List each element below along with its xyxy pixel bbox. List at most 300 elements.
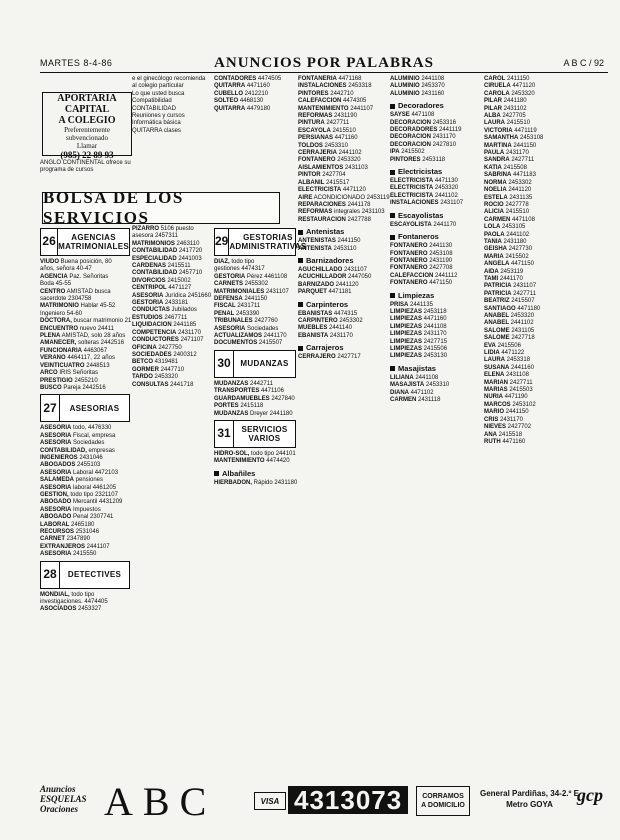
listing-item: GUARDAMUEBLES 2427840 <box>214 395 295 402</box>
listing-item: CARNET 2347890 <box>40 536 91 543</box>
listing-item: CARMEN 4471108 <box>484 216 535 223</box>
listing-item: REFORMAS integrales 2431103 <box>298 209 385 216</box>
listing-item: MONDIAL, todo tipo <box>40 591 95 598</box>
listing-item: LIMPIEZAS 2415506 <box>390 345 448 352</box>
listing-item: AGUCHILLADO 2431107 <box>298 266 367 273</box>
listing-item: AIRE ACONDICIONADO 2453119 <box>298 194 390 201</box>
listing-item: DEFENSA 2441150 <box>214 296 268 303</box>
category-albaniles <box>214 469 296 479</box>
listing-item: MARIAS 2415503 <box>484 387 533 394</box>
box-ad-line: A COLEGIO <box>58 115 116 126</box>
list <box>40 592 130 614</box>
category-label: Barnizadores <box>306 255 354 265</box>
listing-item: ANTENISTA 2453110 <box>298 245 357 252</box>
listing-item: AIDA 2453119 <box>484 268 524 275</box>
footer-pedido-line: A DOMICILIO <box>421 802 465 809</box>
listing-item: LIMPIEZAS 2427715 <box>390 338 448 345</box>
listing-item: PARQUET 4471181 <box>298 289 352 296</box>
listing-item: LOLA 2453105 <box>484 224 526 231</box>
listing-item: Ingeniero 54-60 <box>40 310 83 317</box>
listing-item: SANDRA 2427711 <box>484 157 535 164</box>
listing-item: EVA 2415506 <box>484 342 521 349</box>
column-2 <box>132 226 212 778</box>
listing-item: PINTOR 2427704 <box>298 172 346 179</box>
listing-item: GEISHA 2427730 <box>484 246 533 253</box>
listing-item: TARDO 2453320 <box>132 374 178 381</box>
listing-item: RUTH 4471160 <box>484 438 526 445</box>
listing-item: SALOME 2431105 <box>484 327 535 334</box>
listing-item: LIMPIEZAS 2431170 <box>390 331 447 338</box>
category-label: Antenistas <box>306 227 345 237</box>
section-label: AGENCIAS MATRIMONIALES <box>58 233 129 251</box>
listing-item: SAMANTHA 2453108 <box>484 135 544 142</box>
box-ad-line: Preferentemente <box>64 126 110 134</box>
category-barnizadores <box>298 256 386 266</box>
listing-item: LIDIA 4471122 <box>484 350 525 357</box>
section-number: 28 <box>41 562 60 588</box>
listing-item: ESCAYOLA 2415510 <box>298 127 356 134</box>
bullet-square-icon <box>390 104 395 109</box>
listing-item: MUEBLES 2441140 <box>298 325 352 332</box>
footer-address-line: General Pardiñas, 34-2.º E <box>480 789 579 798</box>
listing-item: MANTENIMIENTO 4474420 <box>214 458 290 465</box>
listing-item: FUNCIONARIA 4463067 <box>40 347 108 354</box>
visa-badge: VISA <box>254 792 286 810</box>
listing-item: ELECTRICISTA 2441102 <box>390 192 458 199</box>
section-number: 26 <box>41 229 58 255</box>
listing-item: ANGELA 4471150 <box>484 261 534 268</box>
listing-item: PRESTIGIO 2455210 <box>40 377 98 384</box>
header-date: MARTES 8-4-86 <box>40 58 113 68</box>
listing-item: BEATRIZ 2415507 <box>484 298 535 305</box>
list <box>390 375 480 405</box>
listing-item: DECORADORES 2441119 <box>390 127 462 134</box>
listing-item: ASESORIA Sociedades <box>214 325 279 332</box>
listing-item: LIMPIEZAS 4471160 <box>390 316 447 323</box>
listing-item: MATRIMONIO Hablar 45-52 <box>40 303 116 310</box>
list <box>298 267 386 297</box>
bullet-square-icon <box>390 235 395 240</box>
section-label: GESTORIAS ADMINISTRATIVAS <box>229 233 307 251</box>
category-carrajeros <box>298 343 386 353</box>
footer-metro: Metro GOYA <box>506 800 553 809</box>
listing-item: MUDANZAS 2442711 <box>214 380 273 387</box>
column-4 <box>298 76 390 778</box>
listing-item: CALEFACCION 4474305 <box>298 98 367 105</box>
listing-item: CARDENAS 2415511 <box>132 263 191 270</box>
listing-item: ALBA 2427705 <box>484 113 526 120</box>
bullet-square-icon <box>390 366 395 371</box>
listing-item: FONTANERO 2427708 <box>390 265 453 272</box>
listing-item: CIRUELA 4471120 <box>484 83 536 90</box>
listing-item: ASESORIA Impuestos <box>40 506 101 513</box>
listing-item: PATRICIA 2431107 <box>484 283 537 290</box>
listing-item: PATRICIA 2427711 <box>484 290 537 297</box>
listing-item: ELECTRICISTA 2453320 <box>390 185 459 192</box>
listing-item: AGENCIA Paz. Señoritas <box>40 273 109 280</box>
listing-item: MARIO 2441150 <box>484 409 529 416</box>
bullet-square-icon <box>390 213 395 218</box>
listing-item: MATRIMONIOS 2463110 <box>132 240 200 247</box>
listing-item: PERSIANAS 4471160 <box>298 135 358 142</box>
listing-item: PINTURA 2427711 <box>298 120 350 127</box>
listing-item: ELECTRICISTA 4471130 <box>390 178 458 185</box>
listing-item: PAOLA 2441102 <box>484 231 530 238</box>
listing-item: EXTRANJEROS 2441107 <box>40 543 110 550</box>
listing-item: CENTRO AMISTAD busca <box>40 288 111 295</box>
listing-item: CARNETS 2455302 <box>214 281 269 288</box>
listing-item: ARCO IRIS Señoritas <box>40 370 99 377</box>
column-6 <box>484 76 608 778</box>
listing-item: CONDUCTORES 2471107 <box>132 337 204 344</box>
listing-item: ALUMINIO 2431160 <box>390 90 445 97</box>
listing-item: NORMA 2453302 <box>484 179 532 186</box>
listing-item: ASESORIA Laboral 4472103 <box>40 469 119 476</box>
list <box>390 243 480 287</box>
footer-left-line: ESQUELAS <box>40 794 87 804</box>
section-27 <box>40 394 130 422</box>
listing-item: HIDRO-SOL, todo tipo 244101 <box>214 450 296 457</box>
column-3 <box>214 226 307 778</box>
listing-item: SOLTEO 4468130 <box>214 98 264 105</box>
listing-item: ENCUENTRO nuevo 24411 <box>40 325 114 332</box>
box-ad-line: APORTARIA <box>57 93 117 104</box>
listing-item: ACUCHILLADOR 2447050 <box>298 274 372 281</box>
bullet-square-icon <box>298 302 303 307</box>
listing-item: FONTANERO 2453108 <box>390 250 453 257</box>
listing-item: TOLDOS 2453310 <box>298 142 348 149</box>
listing-item: DECORACION 2431170 <box>390 134 456 141</box>
bullet-square-icon <box>298 346 303 351</box>
listing-item: CONTABILIDAD 2417720 <box>132 248 203 255</box>
section-number: 27 <box>41 395 60 421</box>
listing-item: VICTORIA 4471119 <box>484 127 537 134</box>
list <box>40 259 130 392</box>
listing-item: SOCIEDADES 2400312 <box>132 351 197 358</box>
listing-item: MARTINA 2441150 <box>484 142 537 149</box>
footer-left-line: Anuncios <box>40 784 76 794</box>
list <box>298 354 386 361</box>
listing-item: MATRIMONIALES 2431107 <box>214 288 289 295</box>
listing-item: ALUMINIO 2453370 <box>390 83 445 90</box>
listing-item: ESCAYOLISTA 2441170 <box>390 221 457 228</box>
category-label: Decoradores <box>398 101 444 111</box>
listing-item: Boda 45-55 <box>40 281 72 288</box>
category-masajistas <box>390 364 480 374</box>
footer-left-text <box>40 784 87 814</box>
footer-domicilio-box <box>416 786 470 816</box>
listing-item: ASESORIA 2415550 <box>40 551 97 558</box>
listing-item: NIEVES 2427702 <box>484 424 532 431</box>
listing-item: INSTALACIONES 2453318 <box>298 83 372 90</box>
category-electricistas <box>390 167 480 177</box>
listing-item: FISCAL 2431711 <box>214 303 261 310</box>
column-2-top: e el ginecólogo recomienda al colegio particular Lo que usted busca Compatibilidad CONTABILIDAD Reuniones y cursos Informática básica QUITARRA clases <box>132 76 206 134</box>
listing-item: DECORACION 2427810 <box>390 141 457 148</box>
listing-item: DIAZ, todo tipo <box>214 259 255 265</box>
listing-item: INGENIEROS 2431046 <box>40 454 103 461</box>
section-31 <box>214 420 296 448</box>
listing-item: PIZARRO 5106 puesto <box>132 226 194 232</box>
footer-address <box>480 788 579 810</box>
listing-item: GESTORIA Pérez 4461108 <box>214 273 288 280</box>
bullet-square-icon <box>298 258 303 263</box>
category-limpiezas <box>390 291 480 301</box>
listing-item: DIVORCIOS 2415002 <box>132 277 191 284</box>
listing-item: ABOGADO Penal 2307741 <box>40 514 114 521</box>
listing-item: CERRAJERO 2427717 <box>298 354 361 361</box>
listing-item: VEINTICUATRO 2448513 <box>40 362 110 369</box>
listing-item: BARNIZADO 2441120 <box>298 281 359 288</box>
listing-item: ANABEL 2441102 <box>484 320 534 327</box>
listing-item: gestiones 4474317 <box>214 266 265 273</box>
list <box>390 76 480 98</box>
listing-item: BUSCO Pareja 2442516 <box>40 384 106 391</box>
listing-item: REFORMAS 2431190 <box>298 113 357 120</box>
listing-item: AMANECER, solteras 2442516 <box>40 340 125 347</box>
gcp-logo: gcp <box>577 784 603 805</box>
section-29 <box>214 228 307 256</box>
header-title: ANUNCIOS POR PALABRAS <box>214 55 434 71</box>
list <box>214 381 296 418</box>
column-3-top <box>214 76 294 188</box>
abc-logo: ABC <box>104 779 217 824</box>
list <box>390 112 480 164</box>
listing-item: MANTENIMIENTO 2441107 <box>298 105 374 112</box>
listing-item: QUITARRA 4479180 <box>214 105 271 112</box>
listing-item: RESTAURACION 2427788 <box>298 216 371 223</box>
listing-item: ALBANIL 2415517 <box>298 179 350 186</box>
listing-item: PAULA 2431170 <box>484 150 529 157</box>
category-decoradores <box>390 101 480 111</box>
colegio-box-ad <box>42 92 132 160</box>
list <box>214 259 296 348</box>
listing-item: ESTELA 2431135 <box>484 194 533 201</box>
anglo-ad: ANGLO CONTINENTAL ofrece su programa de cursos <box>40 160 131 174</box>
list <box>390 302 480 361</box>
listing-item: PORTES 2415118 <box>214 403 264 410</box>
listing-item: EBANISTA 2431170 <box>298 332 353 339</box>
list <box>214 76 294 113</box>
category-label: Electricistas <box>398 167 443 177</box>
listing-item: asesora 2457311 <box>132 233 178 240</box>
listing-item: PLENA AMISTAD, solo 28 años <box>40 333 126 340</box>
listing-item: MARIAN 2427711 <box>484 379 533 386</box>
listing-item: sacerdote 2304758 <box>40 296 92 303</box>
bullet-square-icon <box>390 170 395 175</box>
listing-item: SALAMEDA pensiones <box>40 477 104 484</box>
listing-item: CENTRIPOL 4471127 <box>132 285 192 292</box>
footer-left-line: Oraciones <box>40 804 78 814</box>
bullet-square-icon <box>298 230 303 235</box>
footer-pedido-line: CORRAMOS <box>422 793 464 800</box>
listing-item: TRIBUNALES 2427760 <box>214 318 278 325</box>
listing-item: VERANO 4464117, 22 años <box>40 355 115 362</box>
listing-item: MARCOS 2453102 <box>484 401 536 408</box>
category-label: Albañiles <box>222 468 256 478</box>
section-number: 29 <box>215 229 229 255</box>
listing-item: ALICIA 2415510 <box>484 209 530 216</box>
box-ad-line: CAPITAL <box>64 104 110 115</box>
listing-item: DOCTORA, buscar matrimonio 21 <box>40 318 132 325</box>
listing-item: ELECTRICISTA 4471120 <box>298 187 366 194</box>
listing-item: FONTANERO 4471150 <box>390 280 453 287</box>
box-ad-line: subvencionado <box>66 134 108 142</box>
category-fontaneros <box>390 232 480 242</box>
category-carpinteros <box>298 300 386 310</box>
listing-item: SANTIAGO 4471180 <box>484 305 541 312</box>
listing-item: LABORAL 2465180 <box>40 521 95 528</box>
listing-item: CONSULTAS 2441718 <box>132 381 194 388</box>
listing-item: LIMPIEZAS 2441108 <box>390 323 447 330</box>
section-26 <box>40 228 130 256</box>
listing-item: MARIA 2415502 <box>484 253 529 260</box>
listing-item: ELENA 2431108 <box>484 372 529 379</box>
listing-item: REPARACIONES 2441178 <box>298 201 371 208</box>
list <box>390 222 480 229</box>
listing-item: GESTORIA 2433181 <box>132 300 189 307</box>
listing-item: TAMI 2441170 <box>484 275 523 282</box>
listing-item: FONTANERO 2441130 <box>390 243 453 250</box>
list <box>298 238 386 253</box>
category-label: Fontaneros <box>398 232 439 242</box>
category-label: Carrajeros <box>306 343 344 353</box>
listing-item: SAYSE 4471108 <box>390 112 435 119</box>
section-number: 31 <box>215 421 234 447</box>
bullet-square-icon <box>214 471 219 476</box>
section-number: 30 <box>215 351 234 377</box>
listing-item: GORMER 2447710 <box>132 366 185 373</box>
listing-item: COMPETENCIA 2431170 <box>132 329 201 336</box>
section-28 <box>40 561 130 589</box>
listing-item: ASESORIA Sociedades <box>40 440 105 447</box>
listing-item: PRISA 2441135 <box>390 301 433 308</box>
list <box>484 76 608 446</box>
section-label: MUDANZAS <box>240 359 289 369</box>
box-ad-line: Llamar <box>76 142 98 150</box>
listing-item: IPA 2415502 <box>390 149 425 156</box>
listing-item: ASESORIA Fiscal, empresa <box>40 432 116 439</box>
listing-item: ASESORIA laboral 4461205 <box>40 484 117 491</box>
listing-item: MASAJISTA 2453310 <box>390 382 450 389</box>
list <box>132 226 212 389</box>
listing-item: DECORACION 2453316 <box>390 119 457 126</box>
listing-item: ESPECIALIDAD 2441003 <box>132 255 202 262</box>
listing-item: LILIANA 2441108 <box>390 374 439 381</box>
category-label: Masajistas <box>398 363 436 373</box>
listing-item: CONDUCTAS Jubilados <box>132 307 197 314</box>
listing-item: CERRAJERIA 2441102 <box>298 150 362 157</box>
section-30 <box>214 350 296 378</box>
list <box>40 425 130 558</box>
list <box>298 311 386 341</box>
listing-item: PILAR 2441180 <box>484 98 527 105</box>
listing-item: ALUMINIO 2441108 <box>390 76 445 82</box>
listing-item: QUITARRA 4471160 <box>214 83 270 90</box>
listing-item: ANTENISTAS 2441150 <box>298 238 361 245</box>
listing-item: PILAR 2431102 <box>484 105 527 112</box>
footer-ad <box>40 779 608 828</box>
listing-item: DIANA 4471102 <box>390 389 434 396</box>
section-label: ASESORIAS <box>69 403 120 413</box>
listing-item: VIUDO Buena posición, 80 <box>40 259 112 265</box>
listing-item: ROCIO 2427778 <box>484 201 529 208</box>
listing-item: LIQUIDACION 2441185 <box>132 322 197 329</box>
listing-item: PENAL 2453390 <box>214 310 260 317</box>
listing-item: LIMPIEZAS 2453130 <box>390 353 448 360</box>
box-ad-phone: (985) 22 89 93 <box>60 150 114 160</box>
listing-item: CARPINTERO 2453302 <box>298 317 363 324</box>
section-label: SERVICIOS VARIOS <box>241 424 288 443</box>
column-1 <box>40 226 130 778</box>
listing-item: LAURA 2453318 <box>484 357 531 364</box>
listing-item: LAURA 2415510 <box>484 120 531 127</box>
listing-item: ASESORIA Jurídica 2451660 <box>132 292 212 299</box>
header-page-number: A B C / 92 <box>563 58 604 68</box>
category-label: Escayolistas <box>398 210 444 220</box>
listing-item: CALEFACCION 2441112 <box>390 272 458 279</box>
listing-item: AISLAMIENTOS 2431103 <box>298 164 368 171</box>
listing-item: CUBELLO 2412210 <box>214 90 269 97</box>
listing-item: SUSANA 2441160 <box>484 364 534 371</box>
listing-item: FONTANERIA 4471168 <box>298 76 362 82</box>
listing-item: años, señora 40-47 <box>40 266 92 273</box>
listing-item: KATIA 2415508 <box>484 164 527 171</box>
listing-item: ANABEL 2453320 <box>484 313 535 319</box>
listing-item: ASESORIA todo, 4476330 <box>40 425 112 432</box>
list <box>214 480 296 487</box>
listing-item: CONTABILIDAD 2457710 <box>132 270 203 277</box>
listing-item: OFICINA 2427750 <box>132 344 182 351</box>
listing-item: ABOGADO Mercantil 4431209 <box>40 499 123 506</box>
listing-item: MUDANZAS Dreyer 2441180 <box>214 410 293 417</box>
listing-item: CONTABILIDAD, empresas <box>40 447 115 454</box>
listing-item: TANIA 2431180 <box>484 238 527 245</box>
listing-item: GESTION, todo tipo 2321107 <box>40 491 118 498</box>
listing-item: NURIA 4471190 <box>484 394 528 401</box>
listing-item: FONTANERO 2453320 <box>298 157 361 164</box>
listing-item: SALOME 2427718 <box>484 335 535 342</box>
listing-item: ANA 2415518 <box>484 431 523 438</box>
listing-item: investigaciones. 4474405 <box>40 599 108 606</box>
listing-item: CARMEN 2431118 <box>390 397 441 403</box>
listing-item: ASOCIADOS 2453327 <box>40 606 102 613</box>
listing-item: NOELIA 2441120 <box>484 187 532 194</box>
listing-item: ACTUALIZAMOS 2441170 <box>214 333 287 340</box>
listing-item: DOCUMENTOS 2415507 <box>214 340 283 347</box>
column-5 <box>390 76 480 778</box>
listing-item: INSTALACIONES 2431107 <box>390 200 464 207</box>
category-label: Limpiezas <box>398 290 435 300</box>
listing-item: EBANISTAS 4474315 <box>298 310 358 317</box>
listing-item: LIMPIEZAS 2453118 <box>390 308 447 315</box>
listing-item: PINTORES 2442710 <box>298 90 354 97</box>
list <box>214 451 296 466</box>
page-header <box>40 55 608 73</box>
listing-item: BETCO 4319481 <box>132 359 179 366</box>
list <box>390 178 480 208</box>
listing-item: CAROLA 2453320 <box>484 90 535 97</box>
footer-phone: 4313073 <box>288 786 408 814</box>
listing-item: ABOGADOS 2455103 <box>40 462 101 469</box>
listing-item: TRANSPORTES 4471106 <box>214 388 284 395</box>
listing-item: FONTANERO 2431190 <box>390 257 453 264</box>
listing-item: PINTORES 2453118 <box>390 156 446 163</box>
category-label: Carpinteros <box>306 299 349 309</box>
category-antenistas <box>298 227 386 237</box>
listing-item: RECURSOS 2531046 <box>40 529 100 535</box>
listing-item: CRIS 2431170 <box>484 416 523 423</box>
